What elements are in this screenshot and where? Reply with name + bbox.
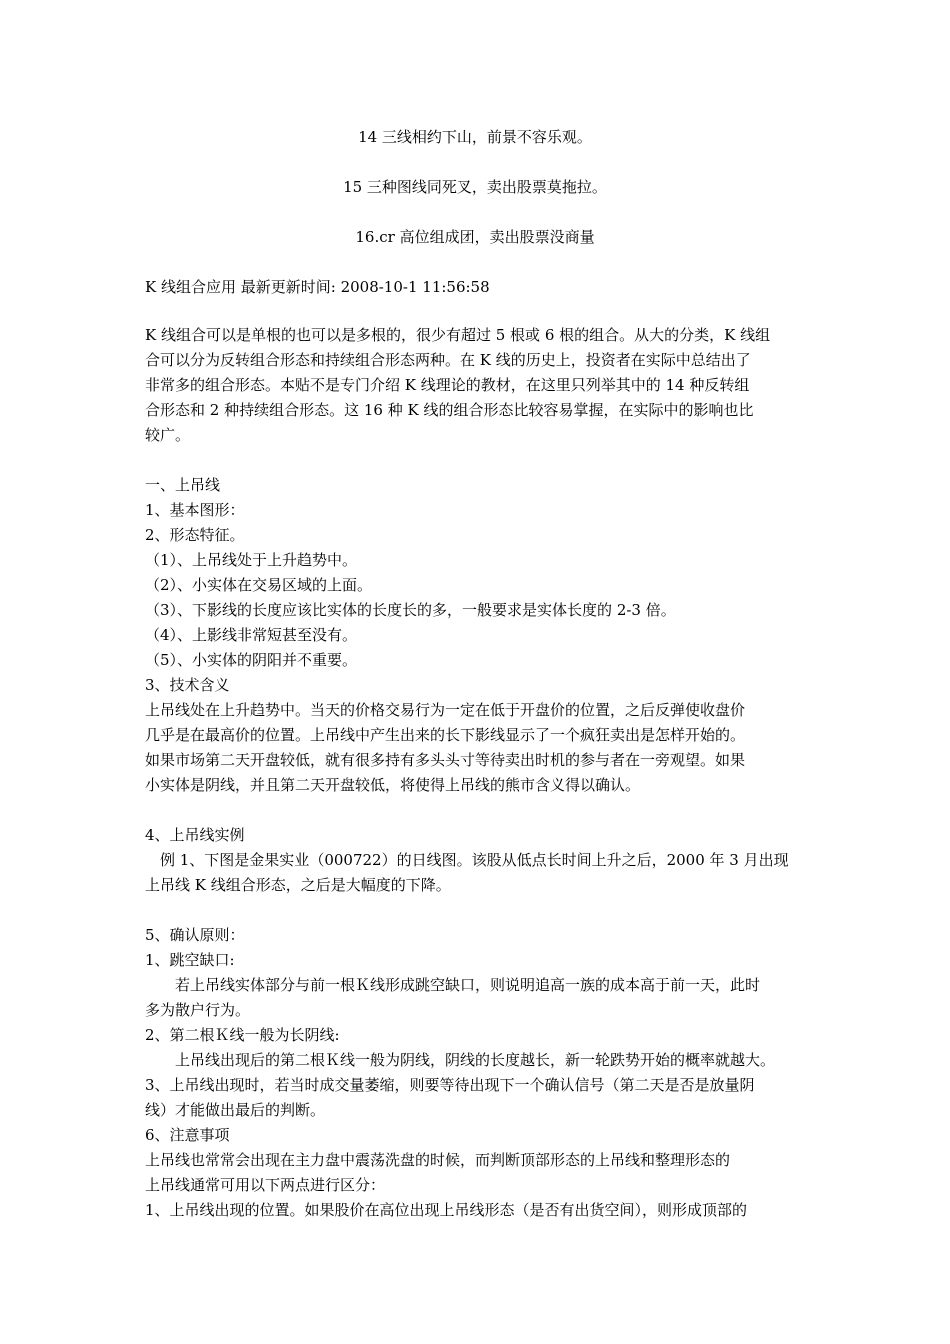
text-line: 3、技术含义 — [145, 676, 230, 694]
update-line: K 线组合应用 最新更新时间: 2008-10-1 11:56:58 — [145, 278, 490, 296]
text-line: 2、形态特征。 — [145, 526, 245, 544]
text-line: 多为散户行为。 — [145, 1001, 251, 1019]
text-line: 上吊线也常常会出现在主力盘中震荡洗盘的时候，而判断顶部形态的上吊线和整理形态的 — [145, 1151, 731, 1169]
text-line: 上吊线出现后的第二根Ｋ线一般为阴线，阴线的长度越长，新一轮跌势开始的概率就越大。 — [145, 1051, 776, 1069]
section-heading: 一、上吊线 — [145, 476, 221, 494]
text-line: 4、上吊线实例 — [145, 826, 245, 844]
text-line: 上吊线处在上升趋势中。当天的价格交易行为一定在低于开盘价的位置，之后反弹使收盘价 — [145, 701, 746, 719]
text-line: 几乎是在最高价的位置。上吊线中产生出来的长下影线显示了一个疯狂卖出是怎样开始的。 — [145, 726, 746, 744]
text-line: 5、确认原则： — [145, 926, 245, 944]
text-line: 6、注意事项 — [145, 1126, 230, 1144]
text-line: 例 1、下图是金果实业（000722）的日线图。该股从低点长时间上升之后，2000 年 3 月出现 — [145, 851, 789, 869]
text-line: 1、基本图形： — [145, 501, 245, 519]
text-line: 上吊线通常可用以下两点进行区分： — [145, 1176, 386, 1194]
text-line: 3、上吊线出现时，若当时成交量萎缩，则要等待出现下一个确认信号（第二天是否是放量阴 — [145, 1076, 755, 1094]
intro-line: 非常多的组合形态。本贴不是专门介绍 K 线理论的教材，在这里只列举其中的 14 种反转组 — [145, 376, 750, 394]
heading-line-15: 15 三种图线同死叉，卖出股票莫拖拉。 — [343, 178, 607, 196]
intro-line: 合形态和 2 种持续组合形态。这 16 种 K 线的组合形态比较容易掌握，在实际中的影响也比 — [145, 401, 754, 419]
text-line: 2、第二根Ｋ线一般为长阴线: — [145, 1026, 340, 1044]
text-line: 小实体是阴线，并且第二天开盘较低，将使得上吊线的熊市含义得以确认。 — [145, 776, 641, 794]
text-line: 若上吊线实体部分与前一根Ｋ线形成跳空缺口，则说明追高一族的成本高于前一天，此时 — [145, 976, 761, 994]
text-line: 如果市场第二天开盘较低，就有很多持有多头头寸等待卖出时机的参与者在一旁观望。如果 — [145, 751, 746, 769]
heading-line-16: 16.cr 高位组成团，卖出股票没商量 — [355, 228, 595, 246]
text-line: 1、上吊线出现的位置。如果股价在高位出现上吊线形态（是否有出货空间），则形成顶部的 — [145, 1201, 748, 1219]
intro-line: 较广。 — [145, 426, 191, 444]
intro-line: K 线组合可以是单根的也可以是多根的，很少有超过 5 根或 6 根的组合。从大的分类，K 线组 — [145, 326, 771, 344]
intro-line: 合可以分为反转组合形态和持续组合形态两种。在 K 线的历史上，投资者在实际中总结出了 — [145, 351, 751, 369]
text-line: （2）、小实体在交易区域的上面。 — [145, 576, 373, 594]
text-line: （1）、上吊线处于上升趋势中。 — [145, 551, 358, 569]
text-line: （3）、下影线的长度应该比实体的长度长的多，一般要求是实体长度的 2-3 倍。 — [145, 601, 676, 619]
text-line: 1、跳空缺口: — [145, 951, 235, 969]
text-line: 上吊线 K 线组合形态，之后是大幅度的下降。 — [145, 876, 451, 894]
text-line: （5）、小实体的阴阳并不重要。 — [145, 651, 358, 669]
text-line: （4）、上影线非常短甚至没有。 — [145, 626, 358, 644]
heading-line-14: 14 三线相约下山，前景不容乐观。 — [358, 128, 592, 146]
text-line: 线）才能做出最后的判断。 — [145, 1101, 326, 1119]
